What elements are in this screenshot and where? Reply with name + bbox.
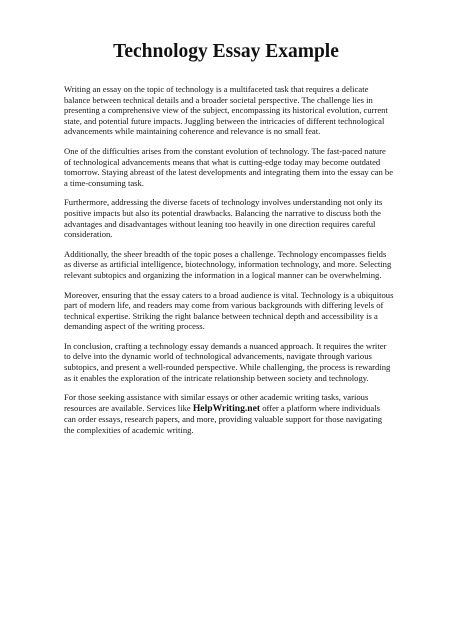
assistance-text-after: offer a platform where individuals can order essays, research papers, and more, providing valuable support for those navigating the complexities of academic writing. (64, 402, 383, 436)
paragraph-assistance (64, 392, 394, 435)
paragraph-evolution: One of the difficulties arises from the constant evolution of technology. The fast-paced nature of technological advancements means that what is cutting-edge today may become outdated tomorrow. Staying abreast of the latest developments and integrating them into the essay can be a time-consuming task. (64, 145, 394, 188)
document-body (64, 84, 394, 445)
paragraph-intro: Writing an essay on the topic of technology is a multifaceted task that requires a delicate balance between technical details and a broader societal perspective. The challenge lies in presenting a comprehensive view of the subject, encompassing its historical evolution, current state, and potential future impacts. Juggling between the intricacies of different technological advancements while maintaining coherence and relevance is no small feat. (64, 84, 388, 137)
paragraph-facets: Furthermore, addressing the diverse facets of technology involves understanding not only its positive impacts but also its potential drawbacks. Balancing the narrative to discuss both the advantages and disadvantages without leaning too heavily in one direction requires careful consideration. (64, 197, 383, 240)
paragraph-conclusion: In conclusion, crafting a technology essay demands a nuanced approach. It requires the writer to delve into the dynamic world of technological advancements, navigate through various subtopics, and present a well-rounded perspective. While challenging, the process is rewarding as it enables the exploration of the intricate relationship between society and technology. (64, 340, 391, 383)
paragraph-audience: Moreover, ensuring that the essay caters to a broad audience is vital. Technology is a ubiquitous part of modern life, and readers may come from various backgrounds with differing levels of technical expertise. Striking the right balance between technical depth and accessibility is a demanding aspect of the writing process. (64, 289, 394, 332)
paragraph-breadth: Additionally, the sheer breadth of the topic poses a challenge. Technology encompasses fields as diverse as artificial intelligence, biotechnology, information technology, and more. Selecting relevant subtopics and organizing the information in a logical manner can be overwhelming. (64, 248, 392, 280)
service-link[interactable]: HelpWriting.net (192, 402, 261, 414)
document-title: Technology Essay Example (113, 41, 339, 62)
assistance-text-before: For those seeking assistance with similar essays or other academic writing tasks, various resources are available. Services like (64, 392, 369, 413)
